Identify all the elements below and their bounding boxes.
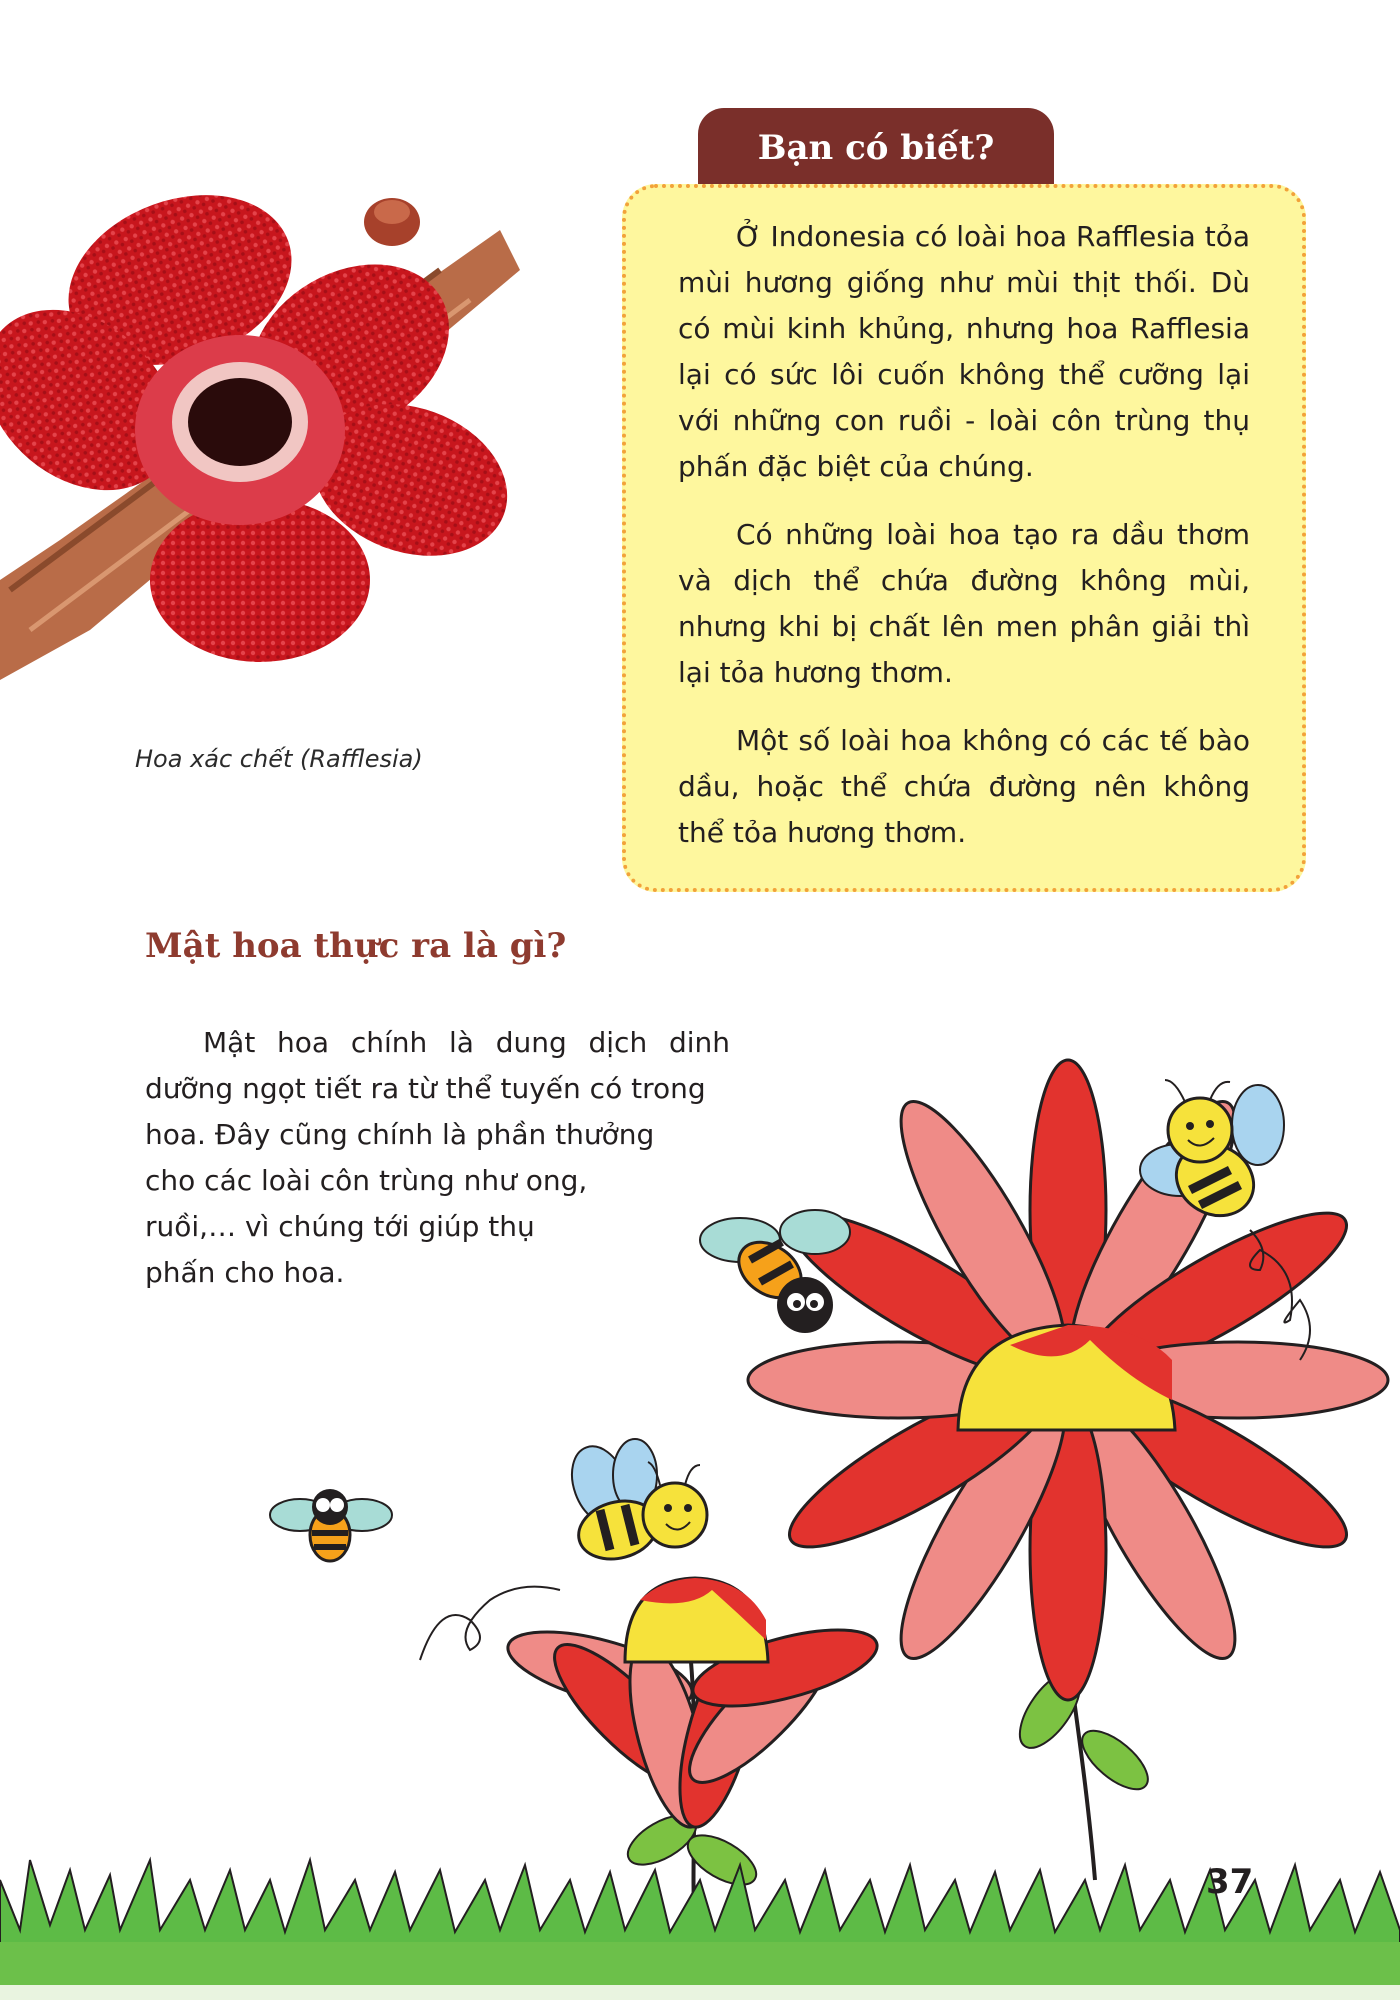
- body-line: ruồi,… vì chúng tới giúp thụ: [145, 1210, 535, 1243]
- info-box: [622, 184, 1306, 892]
- page-number: 37: [1206, 1862, 1254, 1902]
- info-box-title: Bạn có biết?: [698, 108, 1054, 188]
- body-line: dưỡng ngọt tiết ra từ thể tuyến có trong: [145, 1072, 706, 1105]
- bee-icon: [270, 1489, 392, 1561]
- info-paragraph: Có những loài hoa tạo ra dầu thơm và dịch thể chứa đường không mùi, nhưng khi bị chất lên men phân giải thì lại tỏa hương thơm.: [678, 518, 1250, 689]
- grass-strip: [0, 1860, 1400, 2000]
- garden-illustration: [0, 1040, 1400, 2000]
- cartoon-flower-icon: [748, 1060, 1388, 1700]
- rafflesia-flower-image: [0, 160, 520, 720]
- body-line: hoa. Đây cũng chính là phần thưởng: [145, 1118, 655, 1151]
- body-line: phấn cho hoa.: [145, 1256, 345, 1289]
- info-paragraph: Một số loài hoa không có các tế bào dầu, hoặc thể chứa đường nên không thể tỏa hương thơm.: [678, 724, 1250, 849]
- bee-icon: [562, 1439, 707, 1568]
- body-line: cho các loài côn trùng như ong,: [145, 1164, 588, 1197]
- figure-caption: Hoa xác chết (Rafflesia): [135, 745, 423, 773]
- body-line: Mật hoa chính là dung dịch dinh: [203, 1026, 730, 1059]
- info-paragraph: Ở Indonesia có loài hoa Rafflesia tỏa mùi hương giống như mùi thịt thối. Dù có mùi kinh khủng, nhưng hoa Rafflesia lại có sức lôi cuốn không thể cưỡng lại với những con ruồi - loài côn trùng thụ phấn đặc biệt của chúng.: [678, 220, 1250, 483]
- section-heading: Mật hoa thực ra là gì?: [145, 926, 567, 966]
